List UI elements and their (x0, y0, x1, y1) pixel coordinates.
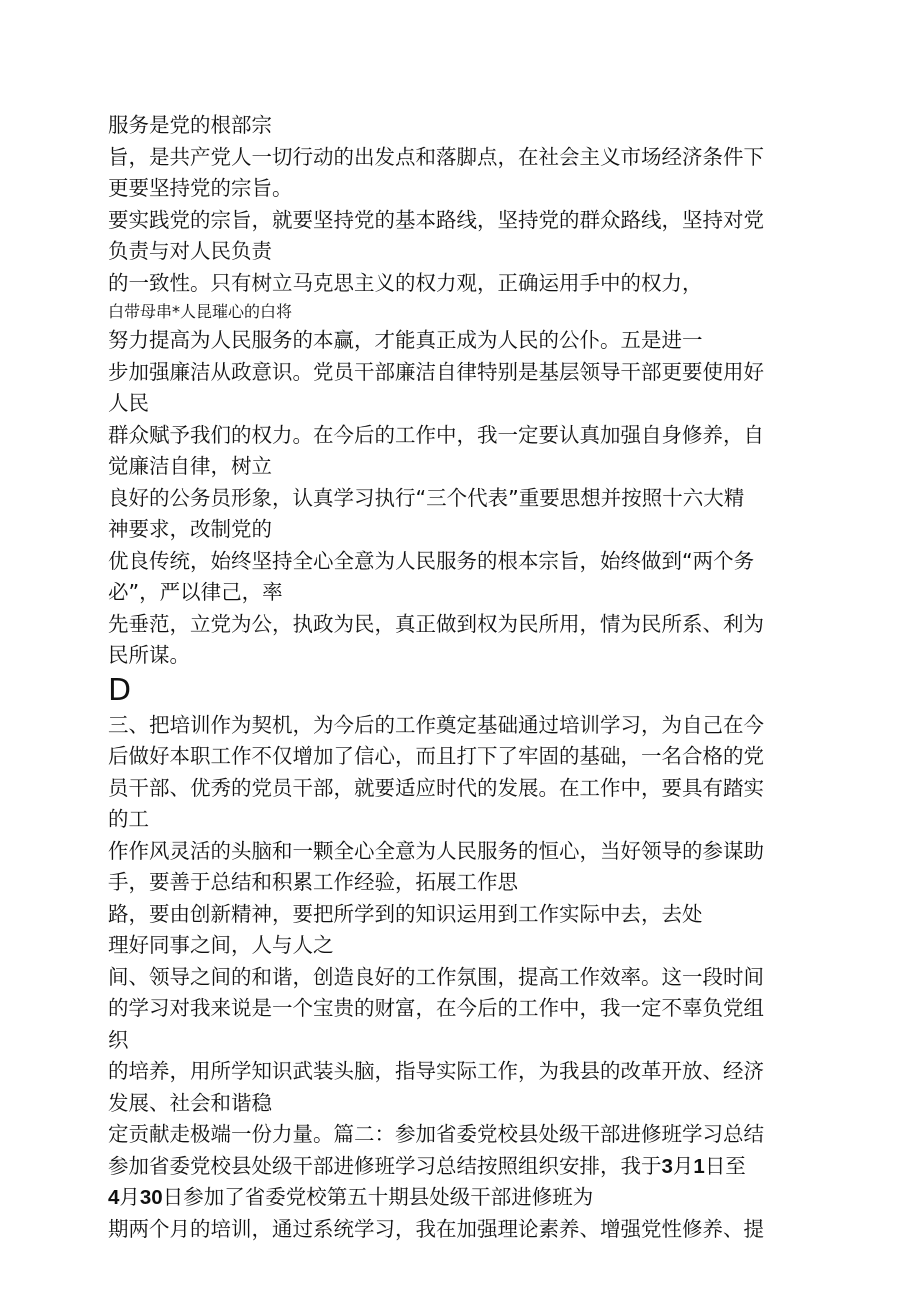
text-line: 手，要善于总结和积累工作经验，拓展工作思 (108, 870, 518, 894)
text-segment: 日参加了省委党校第五十期县处级干部进修班为 (162, 1185, 594, 1209)
text-line: 努力提高为人民服务的本赢，才能真正成为人民的公仆。五是进一 (108, 328, 703, 352)
text-line (108, 1182, 808, 1214)
text-line: 更要坚持党的宗旨。 (108, 176, 293, 200)
text-segment: 月 (119, 1185, 140, 1209)
date-number: 4 (108, 1186, 120, 1209)
text-line: 作作风灵活的头脑和一颗全心全意为人民服务的恒心，当好领导的参谋助 (108, 838, 764, 863)
text-line: 后做好本职工作不仅增加了信心，而且打下了牢固的基础，一名合格的党 (108, 744, 764, 768)
text-line: 民所谋。 (108, 643, 190, 667)
text-segment: 月 (672, 1153, 694, 1178)
date-number: 3 (661, 1154, 673, 1178)
stray-letter: D (108, 672, 132, 708)
text-line: 的学习对我来说是一个宝贵的财富，在今后的工作中，我一定不辜负党组 (108, 996, 764, 1020)
text-line: 必”，严以律己，率 (108, 580, 283, 604)
text-line: 神要求，改制党的 (108, 517, 272, 541)
text-line: 良好的公务员形象，认真学习执行“三个代表”重要思想并按照十六大精 (108, 485, 745, 510)
text-line: 优良传统，始终坚持全心全意为人民服务的根本宗旨，始终做到“两个务 (108, 548, 755, 573)
date-number: 30 (139, 1186, 163, 1209)
text-line: 定贡献走极端一份力量。篇二：参加省委党校县处级干部进修班学习总结 (108, 1122, 764, 1146)
text-line: 的工 (108, 807, 149, 831)
text-line: 的一致性。只有树立马克思主义的权力观，正确运用手中的权力， (108, 270, 703, 295)
text-line: 要实践党的宗旨，就要坚持党的基本路线，坚持党的群众路线，坚持对党 (108, 207, 764, 232)
text-line: 员干部、优秀的党员干部，就要适应时代的发展。在工作中，要具有踏实 (108, 775, 764, 800)
text-line (108, 1151, 808, 1183)
text-line: 织 (108, 1027, 129, 1052)
text-line: 期两个月的培训，通过系统学习，我在加强理论素养、增强党性修养、提 (108, 1216, 764, 1241)
text-line: 路，要由创新精神，要把所学到的知识运用到工作实际中去，去处 (108, 901, 703, 926)
text-line: 步加强廉洁从政意识。党员干部廉洁自律特别是基层领导干部更要使用好 (108, 359, 764, 384)
garbled-text-line: 白带母串*人昆璀心的白将 (108, 302, 293, 321)
text-line: 理好同事之间，人与人之 (108, 933, 334, 957)
text-line: 群众赋予我们的权力。在今后的工作中，我一定要认真加强自身修养，自 (108, 422, 764, 447)
text-line: 人民 (108, 391, 149, 415)
text-line: 负责与对人民负责 (108, 239, 272, 263)
text-line: 三、把培训作为契机，为今后的工作奠定基础通过培训学习，为自己在今 (108, 712, 764, 737)
text-segment: 日至 (704, 1153, 746, 1178)
text-line: 觉廉洁自律，树立 (108, 454, 272, 478)
text-line: 发展、社会和谐稳 (108, 1090, 272, 1115)
text-line: 先垂范，立党为公，执政为民，真正做到权为民所用，情为民所系、利为 (108, 611, 764, 636)
text-line: 旨，是共产党人一切行动的出发点和落脚点，在社会主义市场经济条件下 (108, 144, 764, 169)
text-line: 服务是党的根部宗 (108, 113, 272, 137)
document-page (108, 110, 808, 1245)
text-line: 的培养，用所学知识武装头脑，指导实际工作，为我县的改革开放、经济 (108, 1059, 764, 1083)
text-line: 间、领导之间的和谐，创造良好的工作氛围，提高工作效率。这一段时间 (108, 964, 764, 989)
text-segment: 参加省委党校县处级干部进修班学习总结按照组织安排，我于 (108, 1153, 662, 1178)
date-number: 1 (693, 1154, 705, 1178)
